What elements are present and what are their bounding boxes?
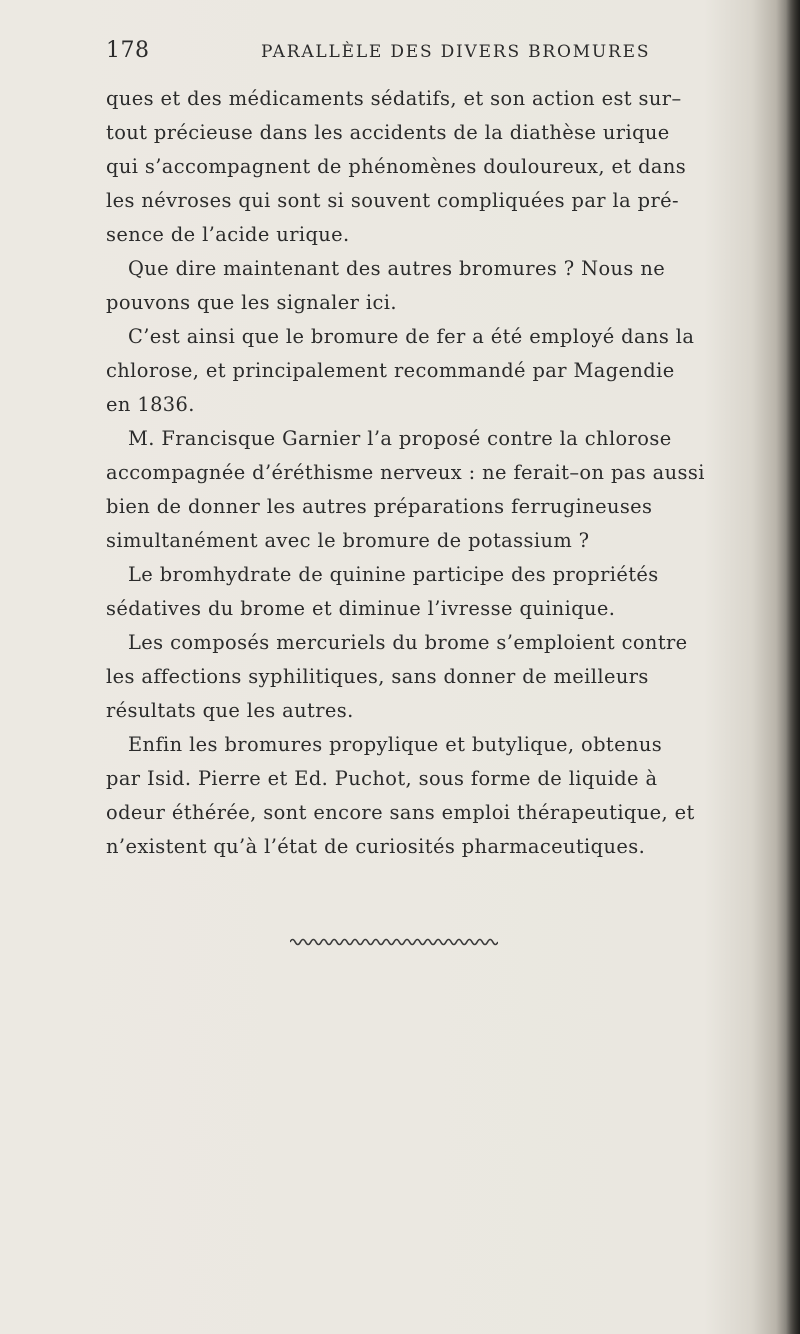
page-edge-shadow [786,0,800,1334]
text-line: C’est ainsi que le bromure de fer a été employé dans la [128,325,695,348]
wavy-ornament-divider [290,936,498,948]
text-line: accompagnée d’éréthisme nerveux : ne ferait–on pas aussi [106,461,705,484]
text-line: Que dire maintenant des autres bromures ? Nous ne [128,257,666,280]
text-line: résultats que les autres. [106,699,354,722]
text-line: bien de donner les autres préparations ferrugineuses [106,495,653,518]
page-number: 178 [106,38,150,63]
text-line: par Isid. Pierre et Ed. Puchot, sous forme de liquide à [106,767,658,790]
text-line: Le bromhydrate de quinine participe des propriétés [128,563,659,586]
text-line: sence de l’acide urique. [106,223,350,246]
text-line: tout précieuse dans les accidents de la diathèse urique [106,121,670,144]
text-line: n’existent qu’à l’état de curiosités pharmaceutiques. [106,835,646,858]
text-line: M. Francisque Garnier l’a proposé contre la chlorose [128,427,672,450]
text-line: ques et des médicaments sédatifs, et son action est sur– [106,87,682,110]
text-line: les névroses qui sont si souvent compliquées par la pré- [106,189,679,212]
page-header [106,38,740,68]
text-line: en 1836. [106,393,195,416]
body-text [106,82,746,864]
text-line: sédatives du brome et diminue l’ivresse quinique. [106,597,616,620]
text-line: simultanément avec le bromure de potassium ? [106,529,590,552]
text-line: pouvons que les signaler ici. [106,291,397,314]
text-line: Les composés mercuriels du brome s’emploient contre [128,631,688,654]
text-line: qui s’accompagnent de phénomènes douloureux, et dans [106,155,687,178]
text-line: Enfin les bromures propylique et butylique, obtenus [128,733,663,756]
running-title: PARALLÈLE DES DIVERS BROMURES [261,42,651,62]
text-line: les affections syphilitiques, sans donner de meilleurs [106,665,649,688]
text-line: odeur éthérée, sont encore sans emploi thérapeutique, et [106,801,695,824]
text-line: chlorose, et principalement recommandé par Magendie [106,359,675,382]
